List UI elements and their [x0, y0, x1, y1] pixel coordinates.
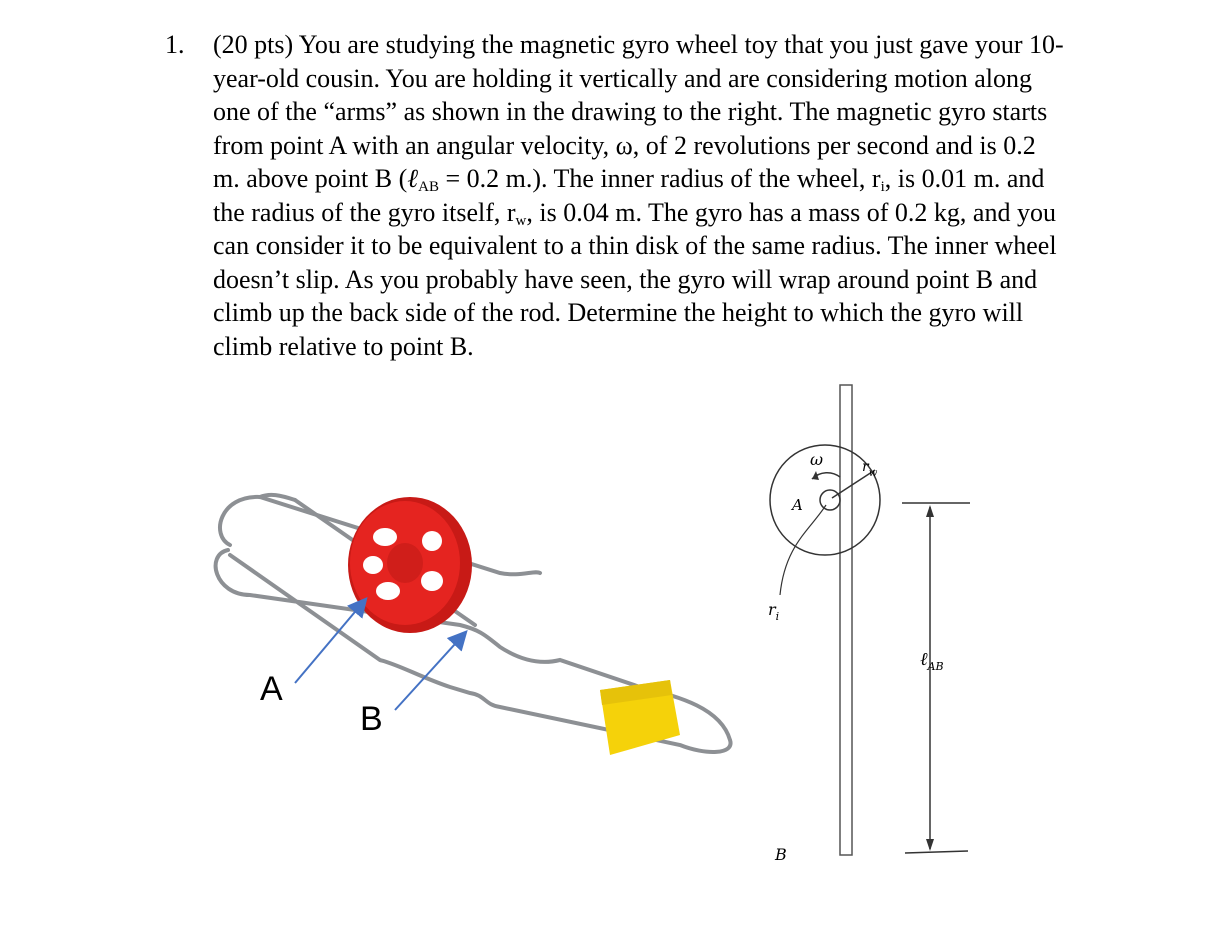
wheel-hole	[422, 531, 442, 551]
gyro-toy-photo	[200, 455, 760, 785]
sketch-point-b: B	[775, 845, 787, 864]
problem-line-5	[213, 162, 1163, 196]
problem-line-4: from point A with an angular velocity, ω, of 2 revolutions per second and is 0.2	[213, 130, 1036, 160]
sub-ab: AB	[418, 179, 439, 195]
rw-label: $r_w$	[862, 459, 878, 479]
sketch-point-a: A	[792, 496, 803, 514]
ri-label: $r_i$	[768, 600, 780, 623]
omega-label: ω	[810, 450, 824, 469]
line6-part2: , is 0.04 m. The gyro has a mass of 0.2 kg, and you	[526, 197, 1056, 227]
photo-label-b: B	[360, 700, 383, 738]
wheel-hole	[373, 528, 397, 546]
arrow-b	[395, 633, 465, 710]
inner-wheel	[820, 490, 840, 510]
problem-line-6	[213, 196, 1163, 230]
gyro-wheel	[348, 497, 472, 633]
line6-part1: the radius of the gyro itself, r	[213, 197, 516, 227]
problem-line-2: year-old cousin. You are holding it vertically and are considering motion along	[213, 63, 1033, 93]
line5-part2: = 0.2 m.). The inner radius of the wheel, r	[438, 164, 881, 193]
problem-text	[213, 28, 1163, 363]
problem-line-3: one of the “arms” as shown in the drawing to the right. The magnetic gyro starts	[213, 97, 1048, 126]
problem-line-7: can consider it to be equivalent to a thin disk of the same radius. The inner wheel	[213, 231, 1057, 260]
sub-i: i	[880, 179, 885, 195]
problem-line-10: climb relative to point B.	[213, 331, 474, 361]
photo-label-a: A	[260, 670, 283, 708]
problem-line-9: climb up the back side of the rod. Determine the height to which the gyro will	[213, 298, 1024, 327]
wheel-hole	[376, 582, 400, 600]
sub-w: w	[515, 212, 527, 229]
wheel-hole	[421, 571, 443, 591]
problem-number: 1.	[165, 30, 185, 59]
dim-bottom-tick	[905, 851, 968, 853]
problem-line-8: doesn’t slip. As you probably have seen, the gyro will wrap around point B and	[213, 264, 1038, 294]
ell-symbol: ℓ	[407, 164, 419, 193]
line5-part3: , is 0.01 m. and	[884, 164, 1045, 193]
gyro-sketch	[740, 365, 1012, 895]
problem-line-1: (20 pts) You are studying the magnetic gyro wheel toy that you just gave your 10-	[213, 30, 1064, 59]
rod	[840, 385, 852, 855]
wheel-hole	[363, 556, 383, 574]
line5-part1: m. above point B (	[213, 164, 408, 193]
lab-label: ℓ$_{AB}$	[920, 649, 944, 673]
